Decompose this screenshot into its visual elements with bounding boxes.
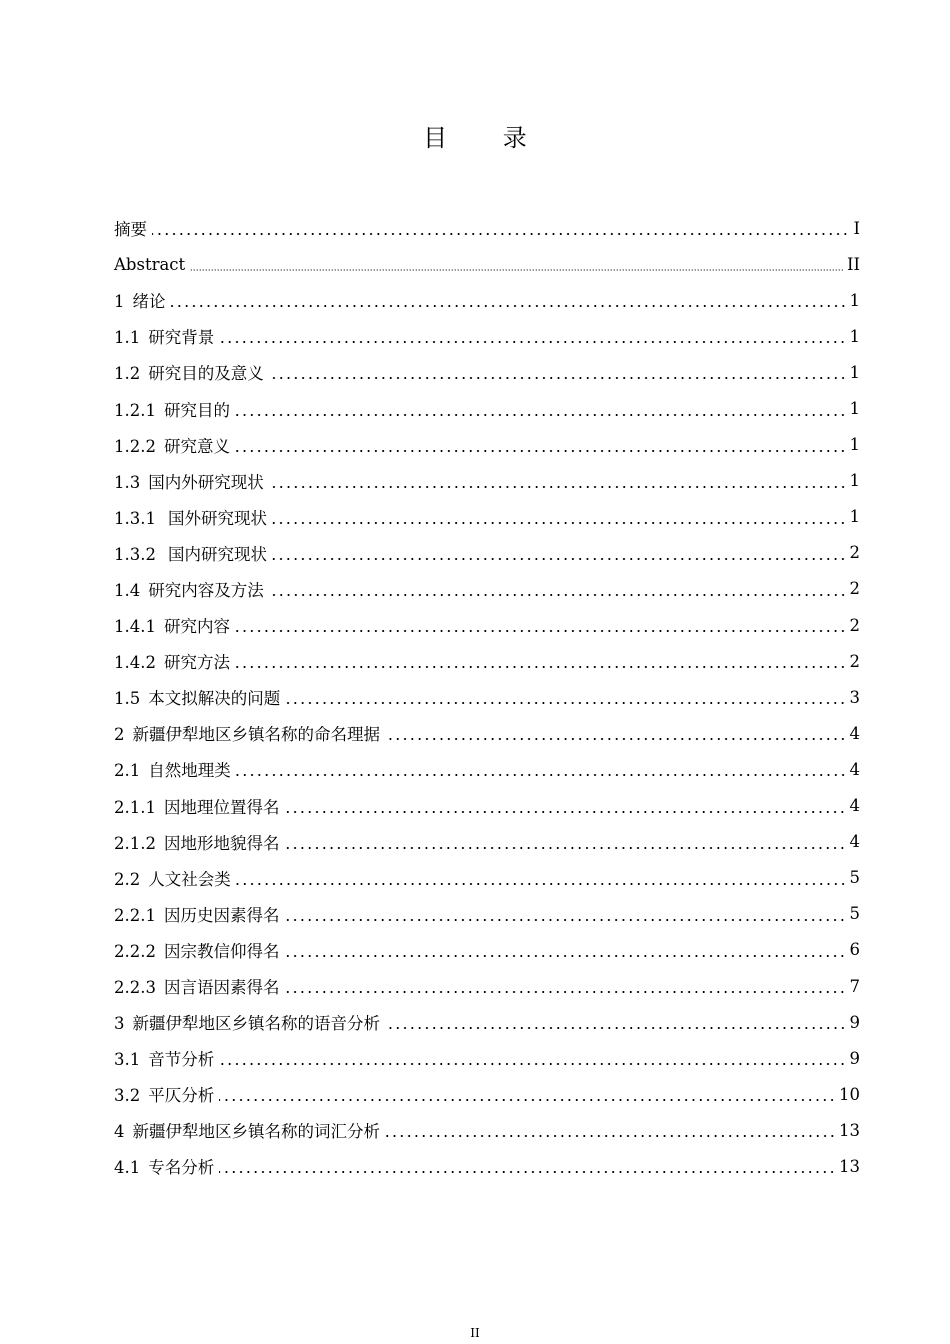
toc-entry-page: 1 <box>849 471 860 491</box>
toc-entry-label <box>114 866 233 890</box>
toc-entry[interactable] <box>114 318 860 354</box>
toc-entry-page: 4 <box>849 723 860 743</box>
toc-entry[interactable] <box>114 1040 860 1076</box>
toc-entry-label <box>114 324 216 348</box>
toc-dot-leader <box>269 594 847 596</box>
toc-entry-label <box>114 1118 382 1142</box>
toc-entry-page: 2 <box>849 543 860 563</box>
toc-dot-leader <box>219 1063 846 1065</box>
toc-entry[interactable] <box>114 463 860 499</box>
toc-entry-text: 国外研究现状 <box>167 508 267 528</box>
toc-entry-number: 2.2.2 <box>114 941 156 961</box>
toc-entry-number: 1.2.2 <box>114 436 156 456</box>
toc-entry-label <box>114 1010 382 1034</box>
toc-entry[interactable] <box>114 1112 860 1148</box>
toc-entry-number: 2 <box>114 725 125 745</box>
toc-dot-leader <box>219 1099 836 1101</box>
toc-entry[interactable] <box>114 607 860 643</box>
toc-entry-label <box>114 649 232 673</box>
toc-entry-label <box>114 541 269 565</box>
toc-entry-label <box>114 433 232 457</box>
toc-entry-number: 4 <box>114 1122 125 1142</box>
toc-entry-page: 1 <box>849 507 860 527</box>
toc-entry-page: 1 <box>849 399 860 419</box>
toc-entry-text: 研究背景 <box>148 328 215 348</box>
toc-entry[interactable] <box>114 643 860 679</box>
toc-entry[interactable] <box>114 968 860 1004</box>
toc-entry[interactable] <box>114 1076 860 1112</box>
toc-entry-label <box>114 360 266 384</box>
toc-dot-leader <box>272 522 847 524</box>
toc-dot-leader <box>235 630 847 632</box>
toc-entry[interactable] <box>114 715 860 751</box>
toc-dot-leader <box>171 305 847 307</box>
toc-entry-page: 2 <box>849 615 860 635</box>
page-number-footer: II <box>470 1326 480 1340</box>
toc-entry-page: 5 <box>849 904 860 924</box>
toc-entry-label <box>114 288 168 312</box>
toc-entry-label <box>114 255 187 274</box>
toc-entry-number: 3.1 <box>114 1050 141 1070</box>
toc-entry-text: 国内外研究现状 <box>148 472 264 492</box>
toc-entry-text: 平仄分析 <box>148 1086 215 1106</box>
toc-entry-text: 摘要 <box>114 220 147 240</box>
toc-entry-number: 2.1 <box>114 761 141 781</box>
toc-entry-page: 10 <box>839 1084 860 1104</box>
toc-entry-label <box>114 974 281 998</box>
toc-entry-label <box>114 397 232 421</box>
toc-entry-label <box>114 1046 216 1070</box>
toc-entry-number: 2.2.1 <box>114 905 156 925</box>
toc-dot-leader <box>285 702 846 704</box>
page-title: 目 录 <box>423 124 551 152</box>
toc-dot-leader <box>190 269 844 271</box>
toc-entry-number: 1.3.2 <box>114 544 156 564</box>
toc-entry-text: 研究目的 <box>163 400 230 420</box>
toc-entry-text: 新疆伊犁地区乡镇名称的语音分析 <box>132 1014 380 1034</box>
toc-entry-label <box>114 902 281 926</box>
toc-entry-page: 6 <box>849 940 860 960</box>
toc-dot-leader <box>152 233 849 235</box>
toc-entry-page: 1 <box>849 362 860 382</box>
toc-dot-leader <box>219 1171 836 1173</box>
toc-entry[interactable] <box>114 210 860 246</box>
toc-entry-text: 专名分析 <box>148 1158 215 1178</box>
toc-entry-number: 1.4 <box>114 580 141 600</box>
toc-entry-text: 国内研究现状 <box>167 544 267 564</box>
toc-dot-leader <box>235 666 847 668</box>
toc-entry-number: 1.4.1 <box>114 617 156 637</box>
toc-entry-label <box>114 216 149 240</box>
toc-entry-text: 新疆伊犁地区乡镇名称的命名理据 <box>132 725 380 745</box>
toc-entry-text: 自然地理类 <box>148 761 231 781</box>
toc-dot-leader <box>235 450 847 452</box>
toc-entry-page: 5 <box>849 868 860 888</box>
toc-entry-page: 9 <box>849 1012 860 1032</box>
toc-entry-label <box>114 938 281 962</box>
toc-entry[interactable] <box>114 427 860 463</box>
toc-entry[interactable] <box>114 751 860 787</box>
toc-dot-leader <box>236 883 847 885</box>
toc-entry-label <box>114 794 281 818</box>
toc-dot-leader <box>284 955 846 957</box>
toc-entry-text: Abstract <box>114 254 186 274</box>
toc-entry[interactable] <box>114 788 860 824</box>
toc-dot-leader <box>385 738 847 740</box>
toc-dot-leader <box>272 558 847 560</box>
toc-entry-number: 4.1 <box>114 1158 141 1178</box>
toc-entry-number: 3.2 <box>114 1086 141 1106</box>
toc-entry-page: 13 <box>839 1156 860 1176</box>
toc-entry-text: 因地理位置得名 <box>163 797 280 817</box>
toc-entry[interactable] <box>114 1148 860 1184</box>
toc-dot-leader <box>284 919 846 921</box>
toc-entry-label <box>114 505 269 529</box>
toc-entry-number: 1 <box>114 292 125 312</box>
toc-entry-number: 1.3 <box>114 472 141 492</box>
toc-dot-leader <box>385 1027 847 1029</box>
toc-entry-page: I <box>853 218 860 238</box>
toc-dot-leader <box>284 847 846 849</box>
toc-entry-number: 2.2.3 <box>114 978 156 998</box>
toc-entry-page: 1 <box>849 435 860 455</box>
toc-entry-page: 9 <box>849 1048 860 1068</box>
toc-entry-label <box>114 577 266 601</box>
toc-entry-text: 因言语因素得名 <box>163 978 280 998</box>
toc-entry-page: 4 <box>849 796 860 816</box>
toc-entry[interactable] <box>114 499 860 535</box>
toc-entry[interactable] <box>114 535 860 571</box>
toc-entry[interactable] <box>114 860 860 896</box>
toc-entry[interactable] <box>114 246 860 282</box>
table-of-contents <box>114 210 860 1185</box>
toc-entry-label <box>114 1154 216 1178</box>
toc-dot-leader <box>269 377 847 379</box>
toc-entry-number: 1.1 <box>114 328 141 348</box>
toc-entry-page: 13 <box>839 1120 860 1140</box>
toc-entry[interactable] <box>114 824 860 860</box>
toc-entry[interactable] <box>114 679 860 715</box>
toc-entry-number: 2.1.2 <box>114 833 156 853</box>
toc-entry-number: 1.5 <box>114 689 141 709</box>
toc-entry-page: 4 <box>849 832 860 852</box>
toc-entry[interactable] <box>114 932 860 968</box>
toc-entry-page: 7 <box>849 976 860 996</box>
toc-dot-leader <box>284 991 846 993</box>
toc-entry-text: 研究方法 <box>163 653 230 673</box>
toc-entry[interactable] <box>114 571 860 607</box>
toc-entry-text: 因地形地貌得名 <box>163 833 280 853</box>
toc-dot-leader <box>219 341 846 343</box>
toc-entry-page: 4 <box>849 759 860 779</box>
toc-entry-number: 1.2 <box>114 364 141 384</box>
toc-entry-label <box>114 721 382 745</box>
toc-entry[interactable] <box>114 390 860 426</box>
toc-dot-leader <box>385 1135 836 1137</box>
toc-entry-page: 3 <box>849 687 860 707</box>
toc-dot-leader <box>236 774 847 776</box>
toc-entry-page: 2 <box>849 579 860 599</box>
toc-entry-text: 新疆伊犁地区乡镇名称的词汇分析 <box>132 1122 380 1142</box>
toc-entry-text: 研究内容 <box>163 617 230 637</box>
toc-entry-label <box>114 757 233 781</box>
toc-entry-text: 本文拟解决的问题 <box>148 689 281 709</box>
toc-entry-page: 1 <box>849 326 860 346</box>
toc-entry-number: 1.2.1 <box>114 400 156 420</box>
toc-entry-text: 音节分析 <box>148 1050 215 1070</box>
toc-entry-number: 2.2 <box>114 869 141 889</box>
toc-entry-text: 因历史因素得名 <box>163 905 280 925</box>
toc-entry-label <box>114 685 282 709</box>
toc-entry-text: 研究意义 <box>163 436 230 456</box>
toc-entry[interactable] <box>114 354 860 390</box>
toc-entry[interactable] <box>114 1004 860 1040</box>
toc-entry[interactable] <box>114 282 860 318</box>
toc-entry-number: 1.4.2 <box>114 653 156 673</box>
toc-dot-leader <box>284 811 846 813</box>
toc-entry-text: 绪论 <box>132 292 166 312</box>
toc-entry-text: 人文社会类 <box>148 869 231 889</box>
toc-entry-number: 3 <box>114 1014 125 1034</box>
toc-dot-leader <box>269 486 847 488</box>
toc-entry-number: 2.1.1 <box>114 797 156 817</box>
toc-entry-label <box>114 830 281 854</box>
toc-entry-page: 1 <box>849 290 860 310</box>
toc-entry-label <box>114 1082 216 1106</box>
toc-entry[interactable] <box>114 896 860 932</box>
toc-entry-text: 研究目的及意义 <box>148 364 264 384</box>
toc-entry-number: 1.3.1 <box>114 508 156 528</box>
toc-entry-text: 因宗教信仰得名 <box>163 941 280 961</box>
toc-entry-page: 2 <box>849 651 860 671</box>
toc-entry-text: 研究内容及方法 <box>148 580 264 600</box>
toc-entry-label <box>114 469 266 493</box>
toc-entry-label <box>114 613 232 637</box>
toc-dot-leader <box>235 414 847 416</box>
toc-entry-page: II <box>846 254 860 274</box>
